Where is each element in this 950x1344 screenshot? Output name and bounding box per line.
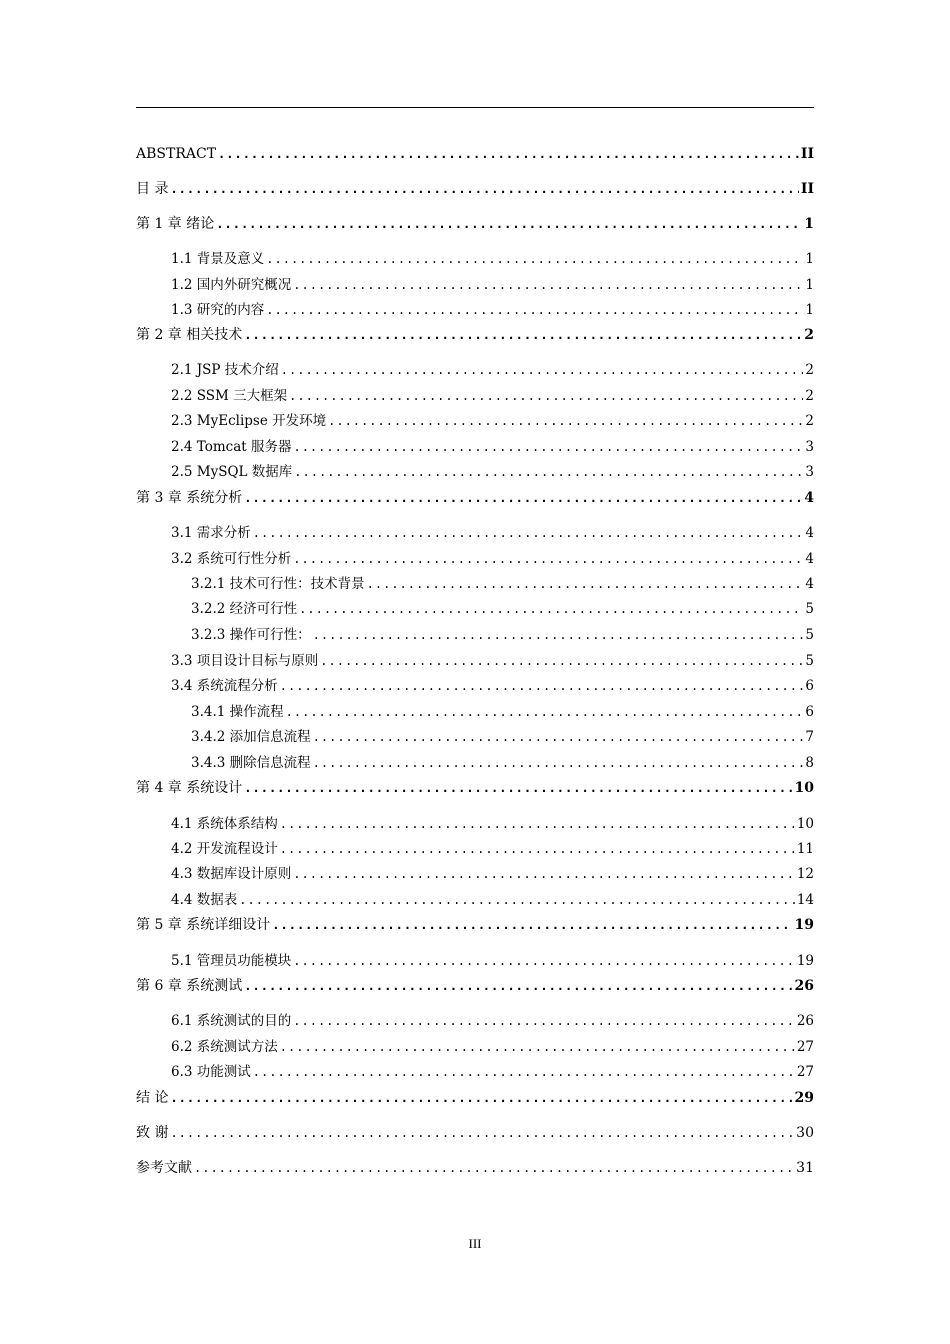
toc-page: 11 <box>796 841 814 857</box>
toc-entry[interactable] <box>191 599 814 619</box>
toc-leader <box>289 386 803 406</box>
toc-title: 4.2 开发流程设计 <box>171 841 278 857</box>
toc-page: 1 <box>805 251 814 267</box>
toc-leader <box>244 488 802 508</box>
toc-page: II <box>800 181 814 197</box>
toc-title: 4.3 数据库设计原则 <box>171 866 292 882</box>
toc-page: 26 <box>796 1013 814 1029</box>
toc-leader <box>280 814 795 834</box>
toc-title: 6.2 系统测试方法 <box>171 1039 278 1055</box>
toc-leader <box>293 864 795 884</box>
toc-entry[interactable] <box>171 839 814 859</box>
toc-title: 3.2.3 操作可行性： <box>191 627 311 643</box>
toc-entry[interactable] <box>171 300 814 320</box>
toc-page: 6 <box>805 678 814 694</box>
toc-title: 目 录 <box>136 181 169 197</box>
toc-leader <box>294 462 803 482</box>
toc-leader <box>367 574 804 594</box>
toc-entry-acknowledgements[interactable] <box>136 1123 814 1143</box>
toc-page: 29 <box>794 1090 814 1106</box>
toc-leader <box>239 890 795 910</box>
toc-entry[interactable] <box>171 437 814 457</box>
toc-title: 3.4.3 删除信息流程 <box>191 755 311 771</box>
toc-title: 第 4 章 系统设计 <box>136 780 243 796</box>
toc-leader <box>280 1037 795 1057</box>
toc-page: 27 <box>796 1064 814 1080</box>
toc-title: 3.2.2 经济可行性 <box>191 601 298 617</box>
toc-title: 第 1 章 绪论 <box>136 216 215 232</box>
toc-title: 3.2 系统可行性分析 <box>171 551 292 567</box>
toc-entry[interactable] <box>171 386 814 406</box>
toc-entry-contents[interactable] <box>136 179 814 199</box>
toc-entry[interactable] <box>171 951 814 971</box>
toc-leader <box>328 411 803 431</box>
toc-leader <box>293 549 803 569</box>
toc-entry-chapter-5[interactable] <box>136 915 814 935</box>
toc-page: 14 <box>796 892 814 908</box>
toc-page: 8 <box>805 755 814 771</box>
toc-entry[interactable] <box>171 814 814 834</box>
page-number: III <box>468 1236 482 1251</box>
toc-title: 致 谢 <box>136 1125 169 1141</box>
toc-leader <box>313 753 804 773</box>
toc-leader <box>266 249 803 269</box>
toc-leader <box>293 1011 795 1031</box>
toc-leader <box>216 214 802 234</box>
toc-entry-chapter-3[interactable] <box>136 488 814 508</box>
toc-page: 5 <box>805 627 814 643</box>
toc-title: 6.3 功能测试 <box>171 1064 251 1080</box>
toc-page: 3 <box>805 439 814 455</box>
toc-title: 结 论 <box>136 1090 169 1106</box>
toc-page: 4 <box>805 576 814 592</box>
toc-page: 4 <box>805 525 814 541</box>
toc-leader <box>320 651 803 671</box>
toc-entry[interactable] <box>171 1037 814 1057</box>
toc-title: 第 2 章 相关技术 <box>136 327 243 343</box>
toc-page: 4 <box>805 551 814 567</box>
toc-leader <box>281 360 804 380</box>
toc-page: 7 <box>805 729 814 745</box>
toc-leader <box>218 144 799 164</box>
toc-title: 3.4 系统流程分析 <box>171 678 278 694</box>
toc-title: 2.2 SSM 三大框架 <box>171 388 288 404</box>
toc-entry-chapter-4[interactable] <box>136 778 814 798</box>
toc-leader <box>253 1062 795 1082</box>
toc-title: 4.1 系统体系结构 <box>171 816 278 832</box>
toc-entry[interactable] <box>171 651 814 671</box>
toc-leader <box>280 839 795 859</box>
toc-title: 3.4.1 操作流程 <box>191 704 284 720</box>
toc-leader <box>313 625 804 645</box>
toc-title: 3.4.2 添加信息流程 <box>191 729 311 745</box>
toc-page: 4 <box>804 490 814 506</box>
toc-page: 19 <box>796 953 814 969</box>
toc-entry[interactable] <box>191 702 814 722</box>
toc-leader <box>244 976 792 996</box>
toc-leader <box>253 523 804 543</box>
toc-entry[interactable] <box>171 1062 814 1082</box>
toc-leader <box>299 599 803 619</box>
toc-title: 3.3 项目设计目标与原则 <box>171 653 319 669</box>
toc-leader <box>266 300 803 320</box>
toc-leader <box>194 1158 794 1178</box>
toc-entry-chapter-6[interactable] <box>136 976 814 996</box>
toc-entry[interactable] <box>191 574 814 594</box>
toc-title: 3.1 需求分析 <box>171 525 251 541</box>
toc-page: 2 <box>805 362 814 378</box>
toc-entry[interactable] <box>171 411 814 431</box>
toc-entry[interactable] <box>191 625 814 645</box>
toc-entry[interactable] <box>171 523 814 543</box>
toc-title: 1.1 背景及意义 <box>171 251 265 267</box>
toc-page: 31 <box>796 1160 814 1176</box>
toc-leader <box>170 1123 794 1143</box>
toc-title: 1.2 国内外研究概况 <box>171 277 292 293</box>
toc-title: 2.4 Tomcat 服务器 <box>171 439 292 455</box>
toc-title: 参考文献 <box>136 1160 192 1176</box>
toc-entry-chapter-1[interactable] <box>136 214 814 234</box>
toc-entry-chapter-2[interactable] <box>136 325 814 345</box>
toc-page: 10 <box>796 816 814 832</box>
toc-leader <box>293 951 795 971</box>
toc-leader <box>313 727 804 747</box>
toc-title: 2.3 MyEclipse 开发环境 <box>171 413 327 429</box>
toc-entry[interactable] <box>171 890 814 910</box>
toc-title: 6.1 系统测试的目的 <box>171 1013 292 1029</box>
toc-leader <box>272 915 792 935</box>
toc-title: 第 6 章 系统测试 <box>136 978 243 994</box>
toc-page: 1 <box>805 277 814 293</box>
toc-leader <box>293 437 803 457</box>
toc-title: 3.2.1 技术可行性：技术背景 <box>191 576 365 592</box>
toc-entry[interactable] <box>171 1011 814 1031</box>
toc-leader <box>280 676 804 696</box>
toc-page: II <box>800 146 814 162</box>
toc-leader <box>170 179 798 199</box>
toc-title: 第 5 章 系统详细设计 <box>136 917 271 933</box>
toc-entry[interactable] <box>171 549 814 569</box>
toc-entry[interactable] <box>171 275 814 295</box>
toc-title: 5.1 管理员功能模块 <box>171 953 292 969</box>
toc-page: 2 <box>805 388 814 404</box>
toc-title: 第 3 章 系统分析 <box>136 490 243 506</box>
toc-entry-conclusion[interactable] <box>136 1088 814 1108</box>
toc-page: 2 <box>805 413 814 429</box>
toc-title: 4.4 数据表 <box>171 892 238 908</box>
toc-leader <box>293 275 803 295</box>
toc-entry-references[interactable] <box>136 1158 814 1178</box>
toc-entry[interactable] <box>171 360 814 380</box>
toc-page: 27 <box>796 1039 814 1055</box>
toc-leader <box>244 778 792 798</box>
toc-entry[interactable] <box>171 676 814 696</box>
toc-entry[interactable] <box>191 727 814 747</box>
toc-page: 1 <box>805 302 814 318</box>
toc-leader <box>244 325 802 345</box>
toc-entry[interactable] <box>171 249 814 269</box>
toc-entry-abstract[interactable] <box>136 144 814 164</box>
toc-entry[interactable] <box>191 753 814 773</box>
toc-page: 26 <box>794 978 814 994</box>
toc-page: 2 <box>804 327 814 343</box>
toc-title: 2.1 JSP 技术介绍 <box>171 362 279 378</box>
toc-page: 30 <box>796 1125 814 1141</box>
toc-entry[interactable] <box>171 462 814 482</box>
toc-page: 3 <box>805 464 814 480</box>
toc-entry[interactable] <box>171 864 814 884</box>
toc-leader <box>170 1088 792 1108</box>
toc-title: 2.5 MySQL 数据库 <box>171 464 293 480</box>
toc-page: 19 <box>794 917 814 933</box>
header-rule <box>136 107 814 108</box>
toc-page: 12 <box>796 866 814 882</box>
toc-leader <box>286 702 804 722</box>
toc-page: 5 <box>805 653 814 669</box>
toc-page: 6 <box>805 704 814 720</box>
toc-title: ABSTRACT <box>136 146 217 162</box>
toc-title: 1.3 研究的内容 <box>171 302 265 318</box>
toc-page: 1 <box>804 216 814 232</box>
toc-page: 5 <box>805 601 814 617</box>
toc-page: 10 <box>794 780 814 796</box>
